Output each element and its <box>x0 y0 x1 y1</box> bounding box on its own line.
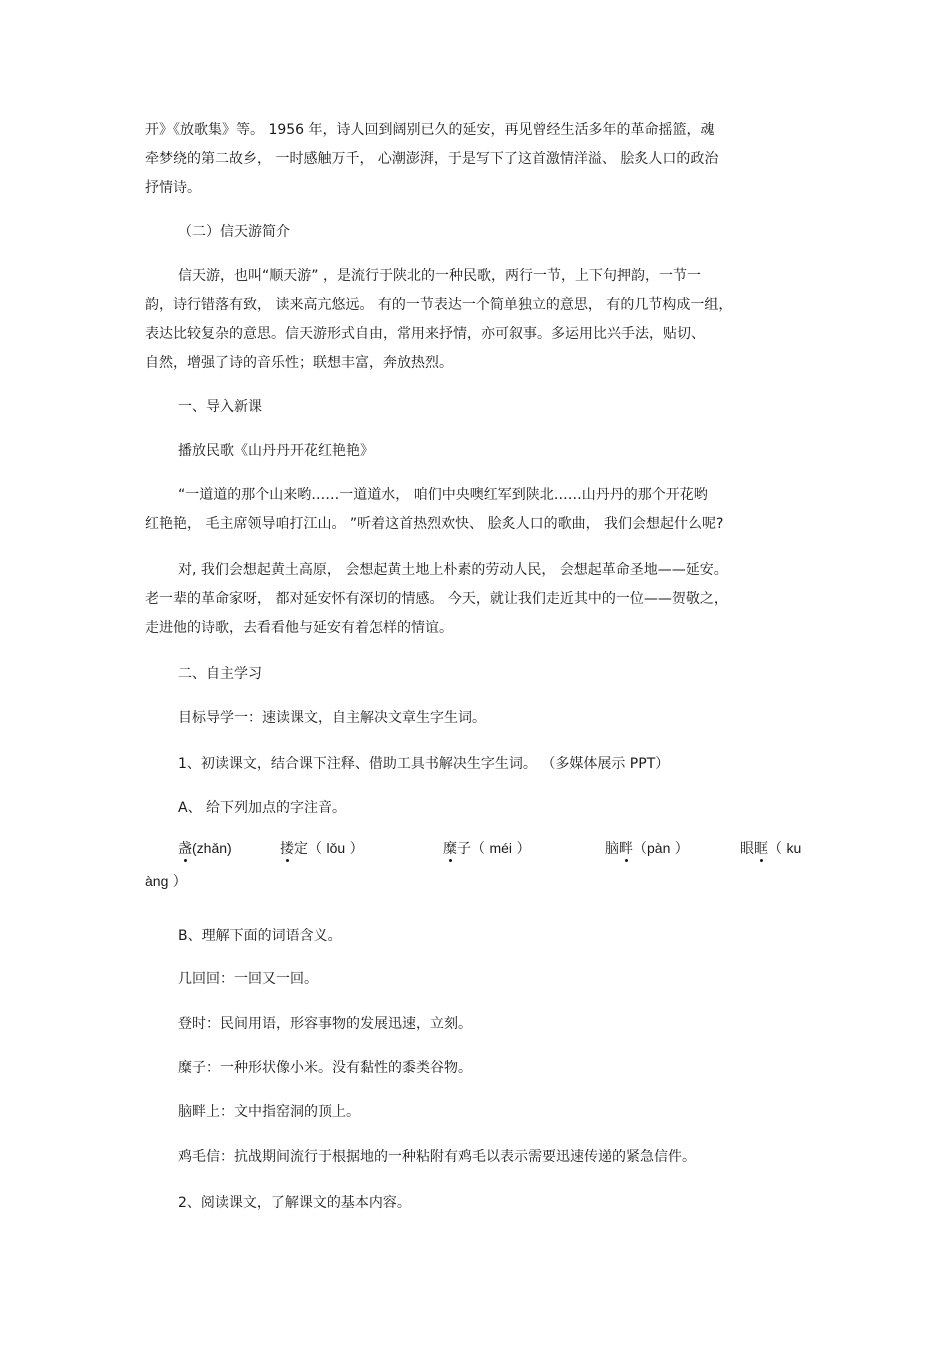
xintianyou-line-1: 信天游，也叫“顺天游” ，是流行于陕北的一种民歌，两行一节，上下句押韵，一节一 <box>178 268 701 284</box>
dotted-char: 畔 <box>619 838 633 858</box>
section-heading-xintianyou: （二）信天游简介 <box>178 224 290 240</box>
item-a-line: A、 给下列加点的字注音。 <box>178 800 347 816</box>
pinyin: (zhǎn) <box>192 840 232 856</box>
word-meizi <box>443 838 530 858</box>
definition-jihuihui: 几回回：一回又一回。 <box>178 971 318 987</box>
section-heading-daoru: 一、导入新课 <box>178 399 262 415</box>
close-paren: ） <box>168 874 187 890</box>
word-text: （ <box>633 841 647 857</box>
pinyin: ku <box>786 840 802 856</box>
pinyin: lǒu <box>326 840 346 856</box>
pinyin: àng <box>145 873 169 889</box>
xintianyou-line-3: 表达比较复杂的意思。信天游形式自由，常用来抒情，亦可叙事。多运用比兴手法，贴切、 <box>145 326 705 342</box>
song-line-1: “一道道的那个山来哟……一道道水， 咱们中央噢红军到陕北……山丹丹的那个开花哟 <box>178 487 708 503</box>
word-yankuang <box>740 838 801 858</box>
word-text: 定（ <box>294 841 327 857</box>
xintianyou-line-2: 韵，诗行错落有致， 读来高亢悠远。 有的一节表达一个简单独立的意思， 有的几节构成一组， <box>145 297 733 313</box>
pinyin: pàn <box>647 840 671 856</box>
intro-line-1: 开》《放歌集》等。 1956 年，诗人回到阔别已久的延安，再见曾经生活多年的革命摇篮，魂 <box>145 122 715 138</box>
close-paren: ） <box>345 841 364 857</box>
dotted-char: 盏 <box>178 838 192 858</box>
intro-line-3: 抒情诗。 <box>145 180 201 196</box>
word-text: 子（ <box>457 841 490 857</box>
dui-line-1: 对, 我们会想起黄土高原， 会想起黄土地上朴素的劳动人民， 会想起革命圣地——延安。 <box>178 562 728 578</box>
pinyin: méi <box>489 840 513 856</box>
word-louding <box>280 838 364 858</box>
dotted-char: 搂 <box>280 838 294 858</box>
word-naopan <box>605 838 689 858</box>
dotted-char: 眶 <box>754 838 768 858</box>
item-1-line: 1、初读课文，结合课下注释、借助工具书解决生字生词。 （多媒体展示 PPT） <box>178 756 670 772</box>
definition-jimaoxin: 鸡毛信：抗战期间流行于根据地的一种粘附有鸡毛以表示需要迅速传递的紧急信件。 <box>178 1149 696 1165</box>
section-heading-zizhu: 二、自主学习 <box>178 666 262 682</box>
item-b-line: B、理解下面的词语含义。 <box>178 928 342 944</box>
dotted-char: 糜 <box>443 838 457 858</box>
definition-dengshi: 登时：民间用语，形容事物的发展迅速，立刻。 <box>178 1016 472 1032</box>
xintianyou-line-4: 自然，增强了诗的音乐性；联想丰富，奔放热烈。 <box>145 355 453 371</box>
close-paren: ） <box>512 841 531 857</box>
dui-line-2: 老一辈的革命家呀， 都对延安怀有深切的情感。 今天，就让我们走近其中的一位——贺敬之， <box>145 591 728 607</box>
word-text: 眼 <box>740 841 754 857</box>
dui-line-3: 走进他的诗歌，去看看他与延安有着怎样的情谊。 <box>145 620 453 636</box>
word-text: （ <box>768 841 787 857</box>
close-paren: ） <box>670 841 689 857</box>
intro-line-2: 牵梦绕的第二故乡， 一时感触万千， 心潮澎湃，于是写下了这首激情洋溢、 脍炙人口的政治 <box>145 151 719 167</box>
song-line-2: 红艳艳， 毛主席领导咱打江山。 ”听着这首热烈欢快、 脍炙人口的歌曲， 我们会想起什么呢? <box>145 516 724 532</box>
item-2-line: 2、阅读课文，了解课文的基本内容。 <box>178 1195 411 1211</box>
definition-naopan: 脑畔上：文中指窑洞的顶上。 <box>178 1104 360 1120</box>
word-zhan <box>178 838 232 858</box>
definition-meizi: 糜子：一种形状像小米。没有黏性的黍类谷物。 <box>178 1060 472 1076</box>
pronunciation-continuation <box>145 872 187 891</box>
word-text: 脑 <box>605 841 619 857</box>
pronunciation-row <box>145 838 825 862</box>
bofang-line: 播放民歌《山丹丹开花红艳艳》 <box>178 443 374 459</box>
mubiao-line: 目标导学一：速读课文，自主解决文章生字生词。 <box>178 710 486 726</box>
